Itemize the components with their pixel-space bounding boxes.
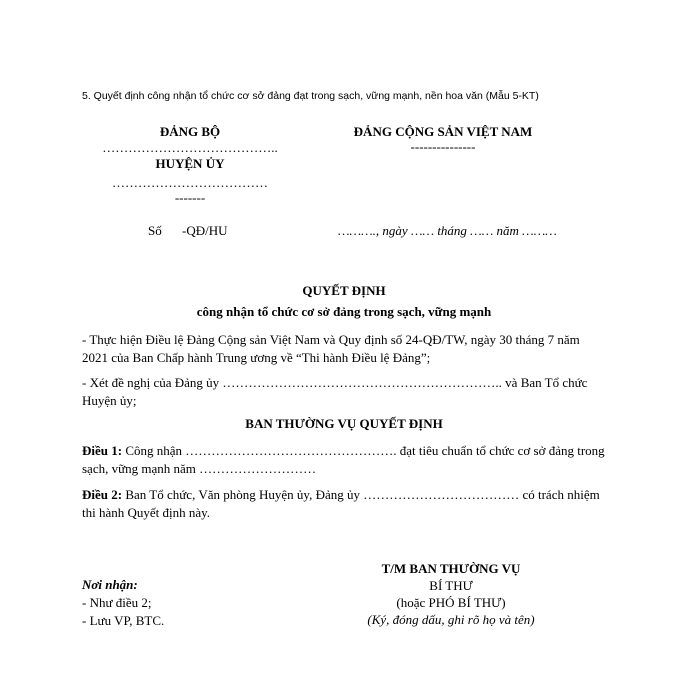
article-1-label: Điều 1:: [82, 443, 123, 458]
decision-title: QUYẾT ĐỊNH: [302, 283, 386, 298]
party-name-underline: ---------------: [410, 139, 476, 154]
decision-subtitle: công nhận tổ chức cơ sở đảng trong sạch, vững mạnh: [196, 304, 492, 319]
signature-authority: T/M BAN THƯỜNG VỤ: [381, 561, 521, 576]
decision-number-suffix: -QĐ/HU: [182, 223, 228, 238]
district-committee-dots: ………………………………: [112, 175, 268, 190]
article-1-text: Công nhận …………………………………………. đạt tiêu chuẩn tổ chức cơ sở đảng trong sạch, vững mạnh năm ………………………: [82, 443, 605, 476]
heading-note: 5. Quyết định công nhận tổ chức cơ sở đảng đạt trong sạch, vững mạnh, nền hoa văn (Mẫu 5-KT): [82, 90, 539, 102]
party-name: ĐẢNG CỘNG SẢN VIỆT NAM: [353, 124, 533, 139]
recipient-item: - Lưu VP, BTC.: [82, 613, 165, 628]
signature-title: BÍ THƯ: [429, 578, 473, 593]
left-header-separator: -------: [174, 190, 206, 205]
article-1: [82, 442, 606, 478]
party-committee-dots: …………………………………..: [102, 140, 278, 155]
decision-number-prefix: Số: [148, 223, 162, 238]
party-committee-label: ĐẢNG BỘ: [159, 124, 221, 139]
article-2: [82, 486, 606, 522]
recipients-title: Nơi nhận:: [82, 577, 138, 592]
article-2-label: Điều 2:: [82, 487, 123, 502]
legal-basis-paragraph: - Thực hiện Điều lệ Đảng Cộng sản Việt Nam và Quy định số 24-QĐ/TW, ngày 30 tháng 7 năm 2021 của Ban Chấp hành Trung ương về “Thi hành Điều lệ Đảng”;: [82, 332, 580, 365]
decision-heading: BAN THƯỜNG VỤ QUYẾT ĐỊNH: [245, 416, 443, 431]
signature-instruction: (Ký, đóng dấu, ghi rõ họ và tên): [367, 612, 535, 627]
district-committee-label: HUYỆN ỦY: [155, 156, 225, 171]
signature-alt-title: (hoặc PHÓ BÍ THƯ): [396, 595, 506, 610]
article-2-text: Ban Tổ chức, Văn phòng Huyện ủy, Đảng ủy ……………………………… có trách nhiệm thi hành Quyết định này.: [82, 487, 600, 520]
proposal-paragraph: - Xét đề nghị của Đảng ủy ……………………………………………………….. và Ban Tổ chức Huyện ủy;: [82, 375, 588, 408]
recipient-item: - Như điều 2;: [82, 595, 152, 610]
date-line: ………., ngày …… tháng …… năm ………: [338, 223, 557, 238]
